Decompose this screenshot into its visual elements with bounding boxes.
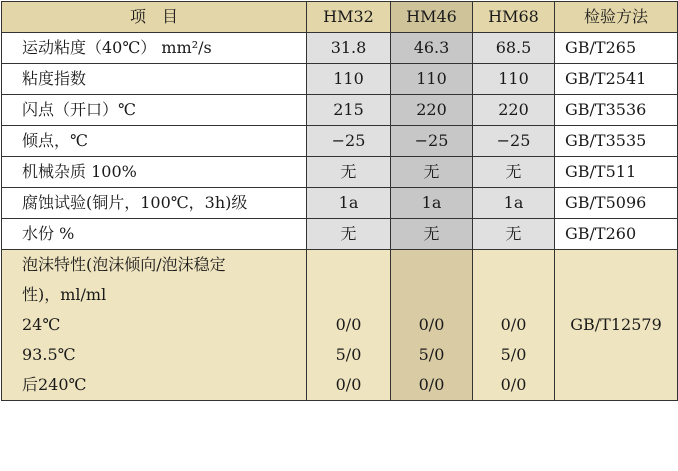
value-hm32: −25 xyxy=(307,126,391,157)
method-cell: GB/T3535 xyxy=(555,126,678,157)
table-row xyxy=(2,33,678,64)
table-row xyxy=(2,64,678,95)
foam-row xyxy=(2,250,678,401)
method-cell: GB/T2541 xyxy=(555,64,678,95)
header-hm68: HM68 xyxy=(473,2,555,33)
value-hm46: 220 xyxy=(391,95,473,126)
row-label: 机械杂质 100% xyxy=(2,157,307,188)
method-cell: GB/T511 xyxy=(555,157,678,188)
foam-value: 0/0 xyxy=(335,375,362,394)
table-row xyxy=(2,126,678,157)
table-row xyxy=(2,219,678,250)
foam-value: 0/0 xyxy=(418,315,445,334)
value-hm32: 1a xyxy=(307,188,391,219)
row-label: 水份 % xyxy=(2,219,307,250)
header-method: 检验方法 xyxy=(555,2,678,33)
foam-temp-93: 93.5℃ xyxy=(22,345,76,364)
foam-value: 0/0 xyxy=(418,375,445,394)
foam-value: 0/0 xyxy=(500,375,527,394)
value-hm46: 1a xyxy=(391,188,473,219)
method-cell: GB/T5096 xyxy=(555,188,678,219)
foam-title-line2: 性)，ml/ml xyxy=(22,285,107,304)
foam-values-hm32 xyxy=(307,250,391,401)
foam-value: 5/0 xyxy=(335,345,362,364)
row-label: 腐蚀试验(铜片，100℃，3h)级 xyxy=(2,188,307,219)
value-hm68: 110 xyxy=(473,64,555,95)
value-hm68: 1a xyxy=(473,188,555,219)
header-hm46: HM46 xyxy=(391,2,473,33)
value-hm46: 无 xyxy=(391,157,473,188)
method-cell: GB/T260 xyxy=(555,219,678,250)
row-label: 运动粘度（40℃） mm²/s xyxy=(2,33,307,64)
value-hm68: 220 xyxy=(473,95,555,126)
value-hm68: 无 xyxy=(473,219,555,250)
foam-value: 5/0 xyxy=(418,345,445,364)
table-row xyxy=(2,95,678,126)
foam-values-hm68 xyxy=(473,250,555,401)
foam-value: 0/0 xyxy=(335,315,362,334)
method-cell: GB/T265 xyxy=(555,33,678,64)
value-hm46: 110 xyxy=(391,64,473,95)
table-row xyxy=(2,188,678,219)
value-hm46: 无 xyxy=(391,219,473,250)
foam-values-hm46 xyxy=(391,250,473,401)
spec-table-container xyxy=(1,1,677,401)
foam-temp-240: 后240℃ xyxy=(22,375,87,394)
header-hm32: HM32 xyxy=(307,2,391,33)
foam-value: 5/0 xyxy=(500,345,527,364)
value-hm46: 46.3 xyxy=(391,33,473,64)
foam-value: 0/0 xyxy=(500,315,527,334)
row-label: 粘度指数 xyxy=(2,64,307,95)
row-label: 闪点（开口）℃ xyxy=(2,95,307,126)
value-hm68: 无 xyxy=(473,157,555,188)
row-label: 倾点，℃ xyxy=(2,126,307,157)
header-row xyxy=(2,2,678,33)
value-hm68: 68.5 xyxy=(473,33,555,64)
value-hm32: 31.8 xyxy=(307,33,391,64)
value-hm46: −25 xyxy=(391,126,473,157)
spec-table xyxy=(1,1,678,401)
value-hm32: 215 xyxy=(307,95,391,126)
foam-method-cell: GB/T12579 xyxy=(555,250,678,401)
table-row xyxy=(2,157,678,188)
value-hm32: 无 xyxy=(307,219,391,250)
method-cell: GB/T3536 xyxy=(555,95,678,126)
header-item: 项 目 xyxy=(2,2,307,33)
foam-title-line1: 泡沫特性(泡沫倾向/泡沫稳定 xyxy=(22,255,226,274)
foam-label-cell xyxy=(2,250,307,401)
value-hm32: 110 xyxy=(307,64,391,95)
value-hm32: 无 xyxy=(307,157,391,188)
foam-temp-24: 24℃ xyxy=(22,315,61,334)
value-hm68: −25 xyxy=(473,126,555,157)
